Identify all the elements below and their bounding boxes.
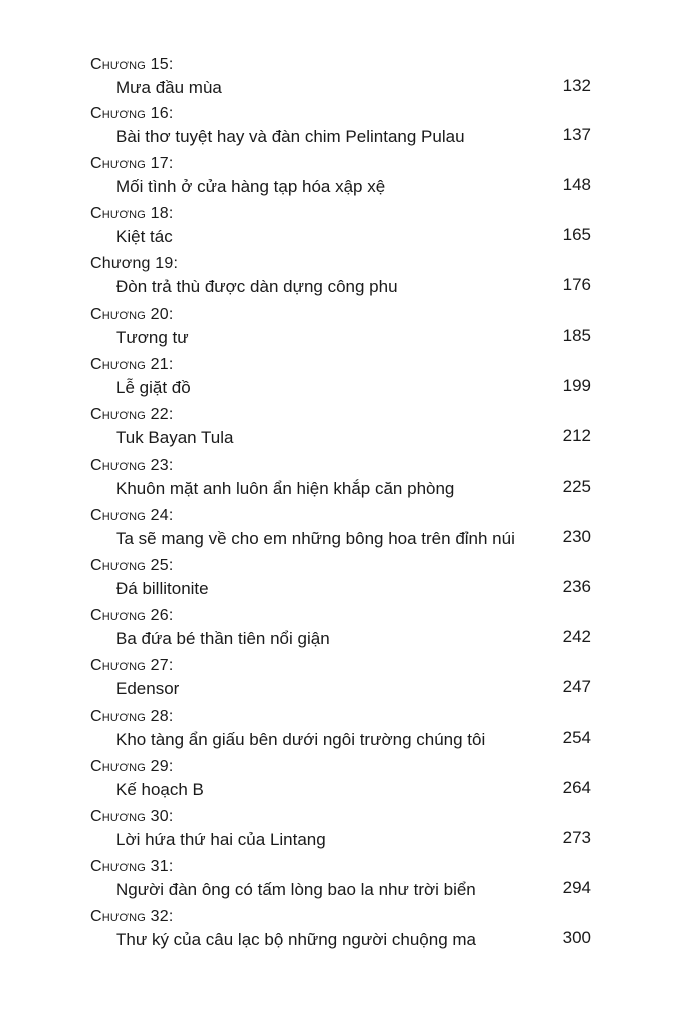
chapter-page-number: 230 bbox=[562, 527, 591, 546]
chapter-label: Chương 27: bbox=[90, 657, 174, 674]
chapter-page-number: 247 bbox=[562, 677, 591, 696]
toc-entry-30 bbox=[0, 807, 689, 857]
toc-entry-19 bbox=[0, 254, 689, 304]
chapter-label: Chương 21: bbox=[90, 356, 174, 373]
chapter-label: Chương 30: bbox=[90, 808, 174, 825]
toc-entry-25 bbox=[0, 556, 689, 606]
chapter-title: Mưa đầu mùa bbox=[116, 78, 222, 97]
chapter-label: Chương 32: bbox=[90, 908, 174, 925]
chapter-title: Khuôn mặt anh luôn ẩn hiện khắp căn phòng bbox=[116, 479, 455, 498]
chapter-page-number: 264 bbox=[562, 778, 591, 797]
chapter-page-number: 137 bbox=[562, 125, 591, 144]
chapter-title: Edensor bbox=[116, 679, 180, 698]
chapter-title: Ta sẽ mang về cho em những bông hoa trên đỉnh núi bbox=[116, 529, 515, 548]
chapter-label: Chương 17: bbox=[90, 155, 174, 172]
chapter-label: Chương 31: bbox=[90, 858, 174, 875]
chapter-title: Ba đứa bé thần tiên nổi giận bbox=[116, 629, 330, 648]
chapter-label: Chương 28: bbox=[90, 708, 174, 725]
chapter-label: Chương 15: bbox=[90, 56, 174, 73]
chapter-label: Chương 18: bbox=[90, 205, 174, 222]
chapter-page-number: 225 bbox=[562, 477, 591, 496]
toc-entry-18 bbox=[0, 204, 689, 254]
chapter-title: Kho tàng ẩn giấu bên dưới ngôi trường chúng tôi bbox=[116, 730, 486, 749]
chapter-page-number: 273 bbox=[562, 828, 591, 847]
chapter-page-number: 199 bbox=[562, 376, 591, 395]
toc-entry-32 bbox=[0, 907, 689, 957]
chapter-title: Mối tình ở cửa hàng tạp hóa xập xệ bbox=[116, 177, 386, 196]
chapter-page-number: 165 bbox=[562, 225, 591, 244]
toc-entry-27 bbox=[0, 656, 689, 706]
chapter-label: Chương 29: bbox=[90, 758, 174, 775]
toc-entry-22 bbox=[0, 405, 689, 455]
chapter-label: Chương 23: bbox=[90, 457, 174, 474]
toc-entry-26 bbox=[0, 606, 689, 656]
chapter-label: Chương 25: bbox=[90, 557, 174, 574]
toc-entry-28 bbox=[0, 707, 689, 757]
toc-entry-23 bbox=[0, 456, 689, 506]
toc-entry-20 bbox=[0, 305, 689, 355]
chapter-page-number: 254 bbox=[562, 728, 591, 747]
chapter-page-number: 212 bbox=[562, 426, 591, 445]
chapter-title: Tuk Bayan Tula bbox=[116, 428, 234, 447]
toc-entry-21 bbox=[0, 355, 689, 405]
chapter-title: Đá billitonite bbox=[116, 579, 209, 598]
toc-entry-17 bbox=[0, 154, 689, 204]
chapter-label: Chương 22: bbox=[90, 406, 174, 423]
chapter-page-number: 132 bbox=[562, 76, 591, 95]
toc-entry-29 bbox=[0, 757, 689, 807]
chapter-page-number: 236 bbox=[562, 577, 591, 596]
chapter-title: Kiệt tác bbox=[116, 227, 173, 246]
chapter-page-number: 300 bbox=[562, 928, 591, 947]
chapter-page-number: 242 bbox=[562, 627, 591, 646]
chapter-title: Đòn trả thù được dàn dựng công phu bbox=[116, 277, 398, 296]
chapter-title: Thư ký của câu lạc bộ những người chuộng ma bbox=[116, 930, 476, 949]
chapter-title: Lời hứa thứ hai của Lintang bbox=[116, 830, 326, 849]
chapter-page-number: 185 bbox=[562, 326, 591, 345]
chapter-label: Chương 26: bbox=[90, 607, 174, 624]
chapter-page-number: 294 bbox=[562, 878, 591, 897]
chapter-title: Người đàn ông có tấm lòng bao la như trời biển bbox=[116, 880, 476, 899]
chapter-label: Chương 20: bbox=[90, 306, 174, 323]
chapter-title: Kế hoạch B bbox=[116, 780, 204, 799]
chapter-label: Chương 16: bbox=[90, 105, 174, 122]
toc-entry-31 bbox=[0, 857, 689, 907]
chapter-page-number: 176 bbox=[562, 275, 591, 294]
chapter-title: Bài thơ tuyệt hay và đàn chim Pelintang Pulau bbox=[116, 127, 465, 146]
chapter-title: Tương tư bbox=[116, 328, 189, 347]
toc-entry-24 bbox=[0, 506, 689, 556]
toc-entry-15 bbox=[0, 55, 689, 105]
chapter-label: Chương 19: bbox=[90, 255, 179, 272]
chapter-title: Lễ giặt đồ bbox=[116, 378, 191, 397]
toc-entry-16 bbox=[0, 104, 689, 154]
chapter-label: Chương 24: bbox=[90, 507, 174, 524]
chapter-page-number: 148 bbox=[562, 175, 591, 194]
